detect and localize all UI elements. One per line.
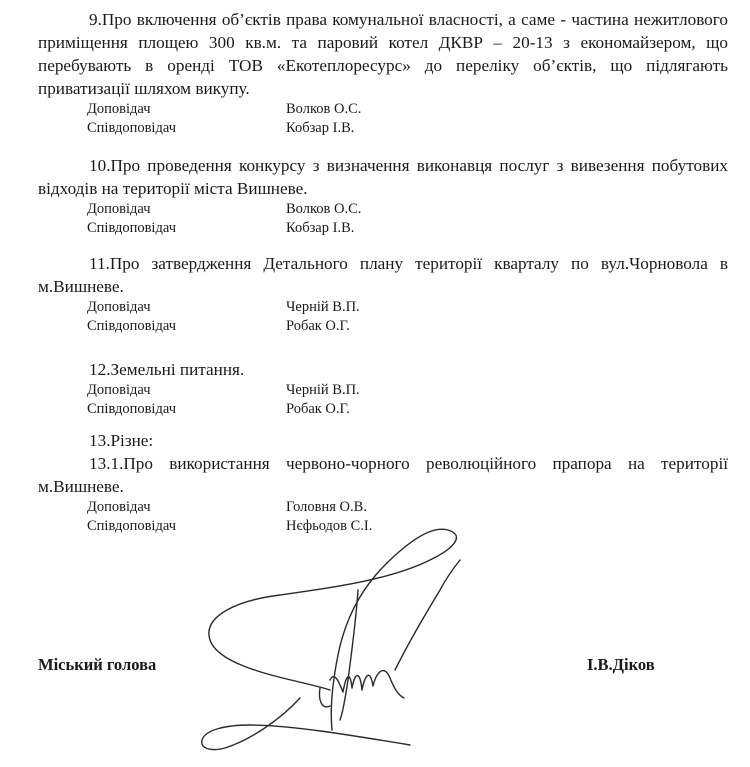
speaker-row [38,498,728,517]
agenda-item-10 [38,154,728,238]
speaker-row [38,200,728,219]
co-speaker-role: Співдоповідач [87,518,176,534]
speaker-role: Доповідач [87,101,151,117]
co-speaker-row [38,119,728,138]
speaker-name: Черній В.П. [286,299,360,315]
agenda-item-text: 11.Про затвердження Детального плану території кварталу по вул.Чорновола в м.Вишневе. [38,254,728,296]
co-speaker-role: Співдоповідач [87,220,176,236]
co-speaker-row [38,219,728,238]
agenda-item-heading: 13.Різне: [89,431,154,450]
agenda-item-text: 13.1.Про використання червоно-чорного революційного прапора на території м.Вишневе. [38,454,728,496]
co-speaker-name: Робак О.Г. [286,401,350,417]
speaker-name: Волков О.С. [286,101,362,117]
co-speaker-name: Нєфьодов С.І. [286,518,373,534]
speaker-name: Волков О.С. [286,201,362,217]
agenda-item-text: 10.Про проведення конкурсу з визначення виконавця послуг з вивезення побутових відходів на території міста Вишневе. [38,156,728,198]
co-speaker-name: Кобзар І.В. [286,120,355,136]
speaker-row [38,381,728,400]
speaker-role: Доповідач [87,201,151,217]
speaker-row [38,100,728,119]
agenda-item-12 [38,358,728,419]
speakers-block [38,381,728,419]
co-speaker-row [38,400,728,419]
speaker-name: Головня О.В. [286,499,367,515]
agenda-item-9 [38,8,728,138]
signatory-position: Міський голова [38,655,157,674]
co-speaker-role: Співдоповідач [87,120,176,136]
speakers-block [38,200,728,238]
co-speaker-role: Співдоповідач [87,401,176,417]
speakers-block [38,298,728,336]
agenda-item-text: 9.Про включення об’єктів права комунальної власності, а саме - частина нежитлового приміщення площею 300 кв.м. та паровий котел ДКВР – 20-13 з економайзером, що перебувають в оренді ТОВ «Екотеплоресурс» до переліку об’єктів, що підлягають приватизації шляхом викупу. [38,10,728,98]
handwritten-signature [180,520,480,767]
signatory-name: І.В.Діков [587,655,655,674]
speaker-role: Доповідач [87,499,151,515]
agenda-item-text: 12.Земельні питання. [89,360,245,379]
co-speaker-row [38,317,728,336]
co-speaker-name: Кобзар І.В. [286,220,355,236]
speaker-name: Черній В.П. [286,382,360,398]
co-speaker-role: Співдоповідач [87,318,176,334]
agenda-item-11 [38,252,728,336]
speaker-role: Доповідач [87,382,151,398]
speakers-block [38,100,728,138]
co-speaker-name: Робак О.Г. [286,318,350,334]
speaker-row [38,298,728,317]
speaker-role: Доповідач [87,299,151,315]
